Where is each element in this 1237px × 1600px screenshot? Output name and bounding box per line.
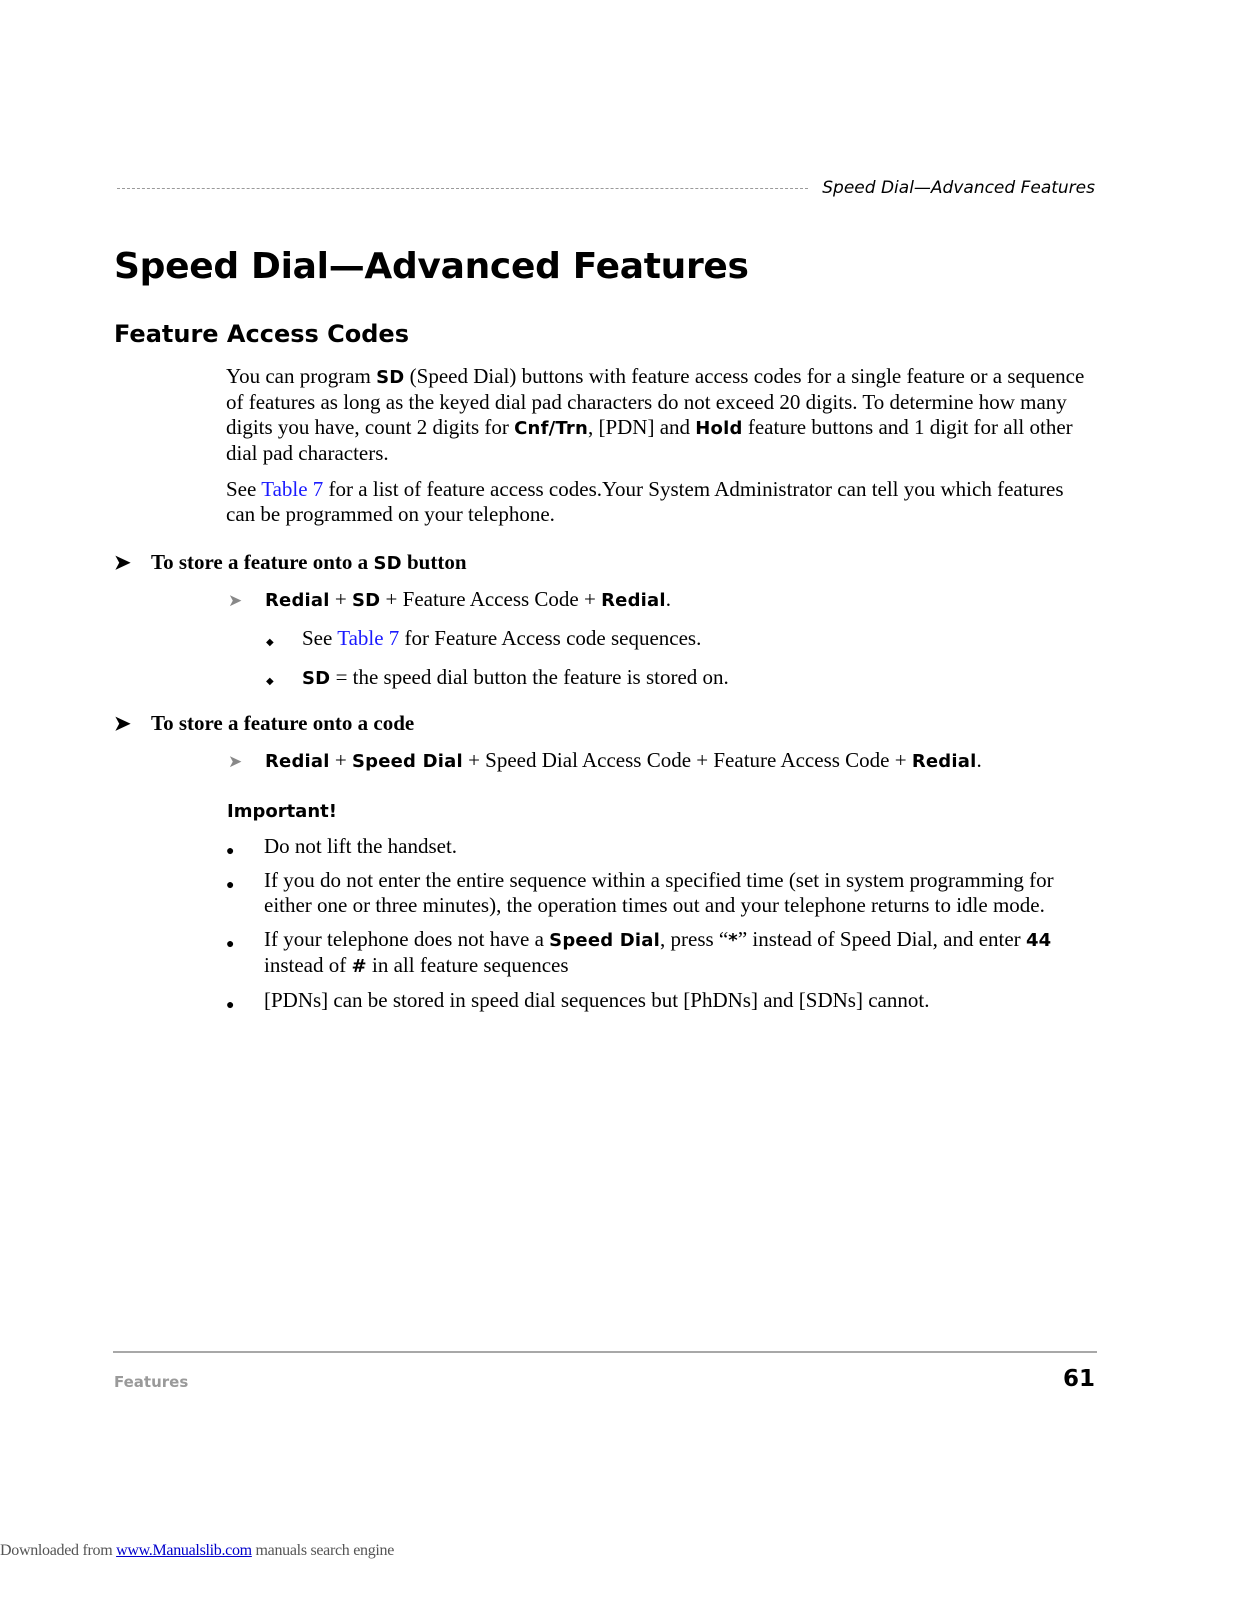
sd-key-label: SD <box>376 367 405 388</box>
table-7-link[interactable]: Table 7 <box>261 477 324 501</box>
step-arrow-icon: ➤ <box>228 591 243 610</box>
cnf-trn-key-label: Cnf/Trn <box>514 418 588 439</box>
list-item: ● [PDNs] can be stored in speed dial sequences but [PhDNs] and [SDNs] cannot. <box>226 988 1094 1013</box>
bullet-dot-icon: ● <box>226 878 235 893</box>
sd-key-label: SD <box>373 553 402 574</box>
procedure-heading-sd-button: ➤ To store a feature onto a SD button <box>114 550 467 574</box>
list-item: ● If your telephone does not have a Speed Dial, press “*” instead of Speed Dial, and enter 44 instead of # in all feature sequences <box>226 927 1052 977</box>
important-list <box>226 834 1094 1022</box>
page-number: 61 <box>1062 1366 1095 1392</box>
step-note-sd: ◆ SD = the speed dial button the feature is stored on. <box>266 665 729 689</box>
hold-key-label: Hold <box>695 418 743 439</box>
manualslib-link[interactable]: www.Manualslib.com <box>116 1542 252 1559</box>
footer-rule <box>113 1351 1097 1353</box>
step-arrow-icon: ➤ <box>228 752 243 771</box>
procedure-heading-code: ➤ To store a feature onto a code <box>114 711 415 735</box>
list-item: ● If you do not enter the entire sequence within a specified time (set in system programming for either one or three minutes), the operation times out and your telephone returns to idle mode. <box>226 868 1054 917</box>
header-dashed-rule <box>117 188 808 189</box>
bullet-dot-icon: ● <box>226 844 235 859</box>
page-title: Speed Dial—Advanced Features <box>114 246 749 287</box>
see-table-paragraph: See Table 7 for a list of feature access codes.Your System Administrator can tell you which features can be programmed on your telephone. <box>226 477 1064 526</box>
running-header <box>117 176 1095 200</box>
section-title: Feature Access Codes <box>114 320 409 348</box>
download-credit: Downloaded from www.Manualslib.com manuals search engine <box>0 1542 395 1559</box>
procedure-step-code: ➤ Redial + Speed Dial + Speed Dial Access Code + Feature Access Code + Redial. <box>228 748 982 772</box>
list-item: ● Do not lift the handset. <box>226 834 1094 859</box>
running-header-title: Speed Dial—Advanced Features <box>822 178 1095 198</box>
procedure-arrow-icon: ➤ <box>114 552 131 574</box>
table-7-link[interactable]: Table 7 <box>337 626 400 650</box>
diamond-bullet-icon: ◆ <box>266 637 274 648</box>
intro-paragraph: You can program SD (Speed Dial) buttons with feature access codes for a single feature or a sequence of features as long as the keyed dial pad characters do not exceed 20 digits. To determine how many digits you have, count 2 digits for Cnf/Trn, [PDN] and Hold feature buttons and 1 digit for all other dial pad characters. <box>226 364 1085 465</box>
step-note-table: ◆ See Table 7 for Feature Access code sequences. <box>266 626 702 650</box>
bullet-dot-icon: ● <box>226 998 235 1013</box>
diamond-bullet-icon: ◆ <box>266 676 274 687</box>
procedure-step-sd-button: ➤ Redial + SD + Feature Access Code + Redial. <box>228 587 671 611</box>
important-label: Important! <box>227 801 337 822</box>
footer-section-label: Features <box>114 1373 189 1391</box>
procedure-arrow-icon: ➤ <box>114 713 131 735</box>
bullet-dot-icon: ● <box>226 937 235 952</box>
